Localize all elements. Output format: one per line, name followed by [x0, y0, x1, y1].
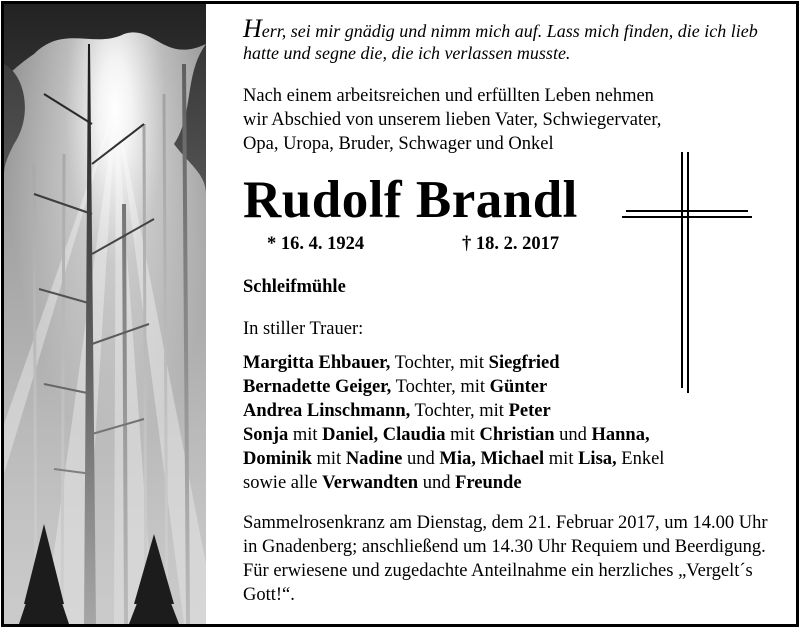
family-text: und — [554, 425, 592, 445]
family-line — [243, 351, 773, 375]
bible-verse — [243, 14, 783, 64]
family-text: Tochter, mit — [410, 401, 509, 421]
mourning-label: In stiller Trauer: — [243, 319, 364, 339]
family-text: mit — [311, 449, 346, 469]
family-line — [243, 423, 773, 447]
family-name: Dominik — [243, 449, 312, 469]
closing-text: Sammelrosenkranz am Dienstag, dem 21. Februar 2017, um 14.00 Uhr in Gnadenberg; anschließend um 14.30 Uhr Requiem und Beerdigung. Für erwiesene und zugedachte Anteilnahme ein herzliches „Vergelt´s Gott!“. — [243, 513, 768, 605]
verse-text: err, sei mir gnädig und nimm mich auf. Lass mich finden, die ich lieb hatte und segne die, die ich verlassen musste. — [243, 21, 758, 63]
family-line — [243, 471, 773, 495]
family-name: Mia, Michael — [439, 449, 545, 469]
family-line — [243, 375, 773, 399]
family-text: Tochter, mit — [391, 377, 490, 397]
family-name: Hanna, — [591, 425, 650, 445]
family-name: Günter — [489, 377, 548, 397]
family-name: Freunde — [455, 473, 522, 493]
family-list — [243, 351, 773, 495]
family-text: Enkel — [616, 449, 665, 469]
verse-initial: H — [243, 14, 262, 43]
misty-forest-photo — [4, 4, 206, 624]
family-text: und — [402, 449, 440, 469]
intro-text: Nach einem arbeitsreichen und erfüllten Leben nehmen wir Abschied von unserem lieben Vater, Schwiegervater, Opa, Uropa, Bruder, Schwager und Onkel — [243, 86, 662, 154]
deceased-name: Rudolf Brandl — [243, 171, 578, 229]
birth-date: * 16. 4. 1924 — [267, 234, 365, 254]
death-date: † 18. 2. 2017 — [462, 234, 560, 254]
family-text: Tochter, mit — [390, 353, 489, 373]
family-name: Margitta Ehbauer, — [243, 353, 391, 373]
family-text: mit — [445, 425, 480, 445]
family-name: Verwandten — [322, 473, 419, 493]
family-text: und — [418, 473, 456, 493]
family-text: sowie alle — [243, 473, 323, 493]
family-name: Daniel, Claudia — [322, 425, 446, 445]
family-text: mit — [288, 425, 323, 445]
family-name: Peter — [508, 401, 551, 421]
family-line — [243, 399, 773, 423]
family-name: Nadine — [345, 449, 403, 469]
family-text: mit — [544, 449, 579, 469]
family-name: Lisa, — [578, 449, 617, 469]
family-line — [243, 447, 773, 471]
place-of-residence: Schleifmühle — [243, 277, 346, 297]
family-name: Siegfried — [488, 353, 560, 373]
family-name: Andrea Linschmann, — [243, 401, 411, 421]
family-name: Bernadette Geiger, — [243, 377, 392, 397]
family-name: Sonja — [243, 425, 289, 445]
family-name: Christian — [479, 425, 555, 445]
